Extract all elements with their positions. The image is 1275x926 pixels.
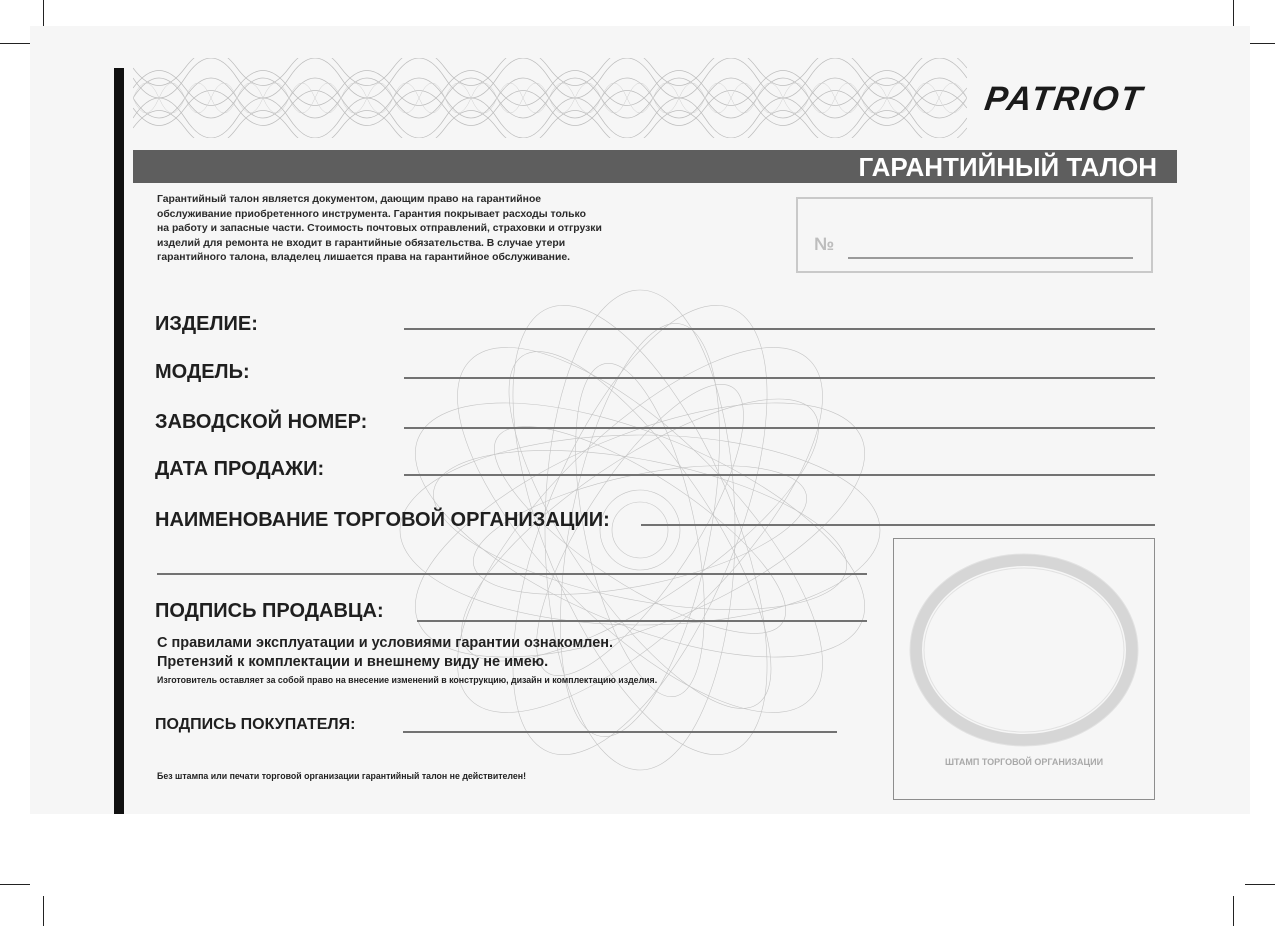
serial-number-field[interactable]	[404, 427, 1155, 429]
intro-line: гарантийного талона, владелец лишается права на гарантийное обслуживание.	[157, 252, 571, 264]
stamp-area[interactable]	[893, 538, 1155, 800]
trade-organization-label: НАИМЕНОВАНИЕ ТОРГОВОЙ ОРГАНИЗАЦИИ:	[155, 509, 610, 531]
trade-organization-field[interactable]	[641, 524, 1155, 526]
guilloche-band	[133, 58, 967, 138]
patriot-logo: PATRIOT	[982, 80, 1146, 118]
number-field[interactable]	[848, 257, 1133, 259]
model-label: МОДЕЛЬ:	[155, 361, 250, 383]
stamp-caption: ШТАМП ТОРГОВОЙ ОРГАНИЗАЦИИ	[944, 757, 1104, 767]
warranty-number-box	[796, 197, 1153, 273]
seller-signature-label: ПОДПИСЬ ПРОДАВЦА:	[155, 600, 384, 622]
trade-organization-field-line2[interactable]	[157, 573, 867, 575]
sale-date-label: ДАТА ПРОДАЖИ:	[155, 458, 325, 480]
crop-mark-br-v	[1233, 896, 1234, 926]
crop-mark-tl-h	[0, 43, 30, 44]
binding-strip	[114, 68, 124, 814]
acknowledgement-line-2: Претензий к комплектации и внешнему виду не имею.	[157, 654, 549, 670]
title-bar	[133, 150, 1177, 183]
number-label: №	[814, 234, 835, 254]
seller-signature-field[interactable]	[417, 620, 867, 622]
sale-date-field[interactable]	[404, 474, 1155, 476]
crop-mark-br-h	[1245, 884, 1275, 885]
product-field[interactable]	[404, 328, 1155, 330]
acknowledgement-line-3: Изготовитель оставляет за собой право на внесение изменений в конструкцию, дизайн и комплектацию изделия.	[157, 675, 658, 685]
acknowledgement-line-1: С правилами эксплуатации и условиями гарантии ознакомлен.	[157, 635, 614, 651]
intro-line: Гарантийный талон является документом, дающим право на гарантийное	[157, 194, 542, 205]
intro-line: изделий для ремонта не входит в гарантийные обязательства. В случае утери	[157, 237, 566, 249]
buyer-signature-field[interactable]	[403, 731, 837, 733]
model-field[interactable]	[404, 377, 1155, 379]
serial-number-label: ЗАВОДСКОЙ НОМЕР:	[155, 411, 368, 433]
stamp-circle	[902, 547, 1146, 753]
intro-line: обслуживание приобретенного инструмента. Гарантия покрывает расходы только	[157, 208, 586, 220]
intro-text	[157, 193, 777, 266]
crop-mark-bl-v	[43, 896, 44, 926]
crop-mark-bl-h	[0, 884, 30, 885]
footer-note: Без штампа или печати торговой организации гарантийный талон не действителен!	[157, 771, 527, 781]
buyer-signature-label: ПОДПИСЬ ПОКУПАТЕЛЯ:	[155, 716, 356, 733]
intro-line: на работу и запасные части. Стоимость почтовых отправлений, страховки и отгрузки	[157, 223, 602, 235]
page-title: ГАРАНТИЙНЫЙ ТАЛОН	[858, 152, 1157, 182]
product-label: ИЗДЕЛИЕ:	[155, 313, 258, 335]
